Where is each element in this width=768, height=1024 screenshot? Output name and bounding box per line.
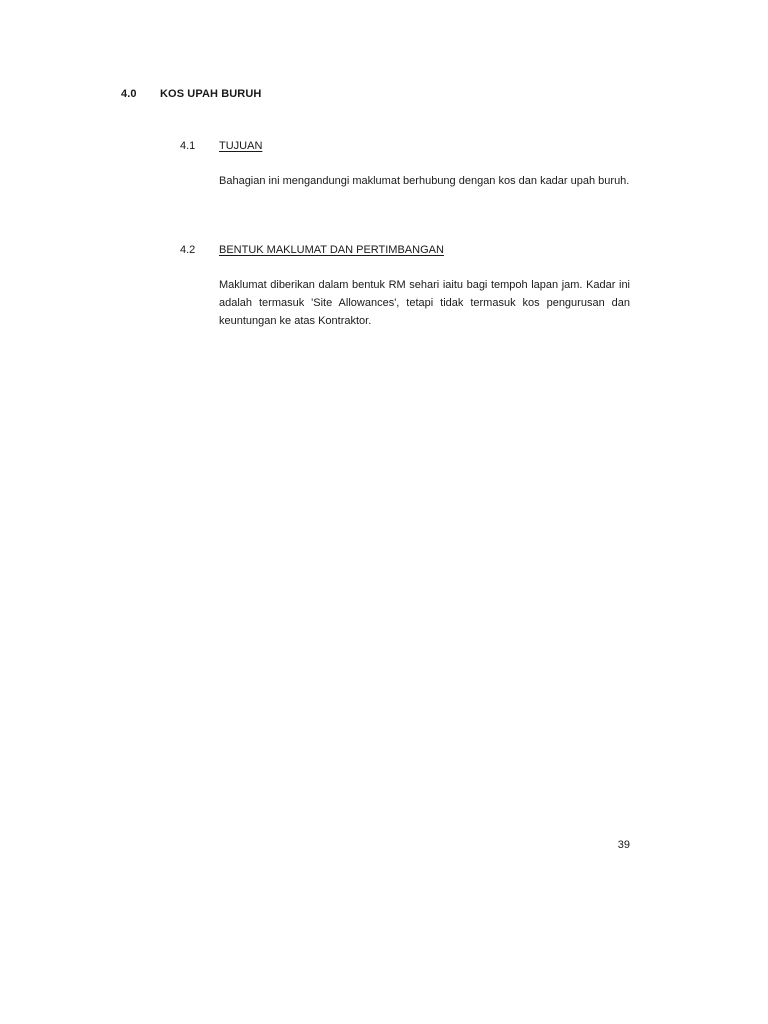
chapter-number: 4.0	[121, 88, 137, 100]
section-number: 4.1	[180, 140, 196, 152]
section-title: TUJUAN	[219, 140, 263, 152]
page-number: 39	[617, 839, 630, 851]
section-title: BENTUK MAKLUMAT DAN PERTIMBANGAN	[219, 244, 444, 256]
section-paragraph: Bahagian ini mengandungi maklumat berhubung dengan kos dan kadar upah buruh.	[219, 175, 630, 187]
section-number: 4.2	[180, 244, 196, 256]
section-paragraph: Maklumat diberikan dalam bentuk RM sehari iaitu bagi tempoh lapan jam. Kadar ini adalah termasuk 'Site Allowances', tetapi tidak termasuk kos pengurusan dan keuntungan ke atas Kontraktor.	[219, 279, 630, 327]
chapter-title: KOS UPAH BURUH	[160, 88, 262, 100]
